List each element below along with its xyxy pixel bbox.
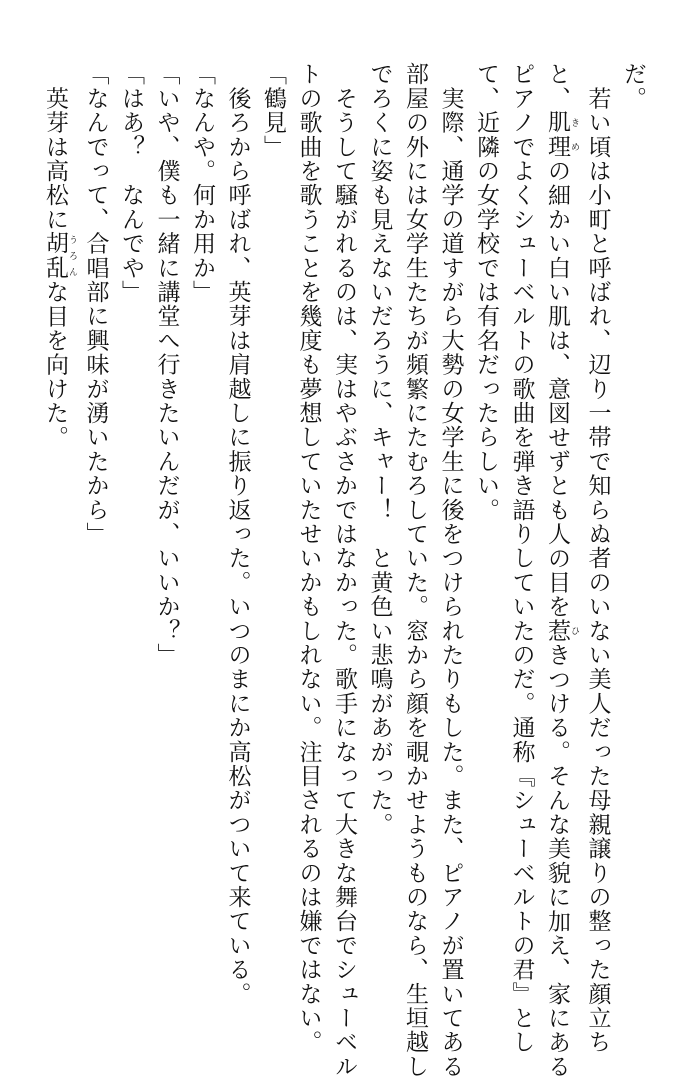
text-line: だ。 [620,62,646,111]
text-line: て、近隣の女学校では有名だったらしい。 [473,62,499,522]
vertical-text-body [37,62,651,1078]
text-segment: と、 [544,62,570,111]
ruby-word: 肌理 きめ [544,110,579,159]
text-line: 後ろから呼ばれ、英芽は肩越しに振り返った。いつのまにか高松がついて来ている。 [224,62,251,1006]
text-segment: の細かい白い肌は、意図せずとも人の目を [544,158,570,619]
ruby-word: 惹 ひ [544,618,579,643]
ruby-reading: きめ [569,110,579,159]
text-line: 「はあ？ なんでや」 [118,62,144,304]
text-line: 「鶴見」 [260,62,286,159]
ruby-reading: ひ [569,618,579,643]
text-segment: な目を向けた。 [42,279,68,450]
text-line [37,62,78,962]
text-line: トの歌曲を歌うことを幾度も夢想していたせいかもしれない。注目されるのは嫌ではない。 [295,62,322,1055]
text-line: そうして騒がれるのは、実はやぶさかではなかった。歌手になって大きな舞台でシューベル [331,62,357,1078]
text-line: 「なんや。何か用か」 [189,62,215,304]
text-line [539,62,580,1078]
text-line: 「なんでって、合唱部に興味が湧いたから」 [82,62,109,546]
ruby-word: 胡乱 うろん [42,231,77,280]
text-line: 若い頃は小町と呼ばれ、辺り一帯で知らぬ者のいない美人だった母親譲りの整った顔立ち [584,62,611,1055]
text-line: でろくに姿も見えないだろうに、キャー！ と黄色い悲鳴があがった。 [366,62,393,837]
ruby-reading: うろん [67,231,77,280]
text-line: 部屋の外には女学生たちが頻繁にたむろしていた。窓から顔を覗かせようものなら、生垣越し [402,62,428,1078]
text-line: 実際、通学の道すがら大勢の女学生に後をつけられたりもした。また、ピアノが置いてある [437,62,464,1078]
text-line: ピアノでよくシューベルトの歌曲を弾き語りしていたのだ。通称『シューベルトの君』とし [508,62,535,1055]
text-segment: きつける。そんな美貌に加え、家にある [544,642,570,1078]
text-line: 「いや、僕も一緒に講堂へ行きたいんだが、いいか？」 [153,62,180,667]
text-segment: 英芽は高松に [42,62,68,232]
